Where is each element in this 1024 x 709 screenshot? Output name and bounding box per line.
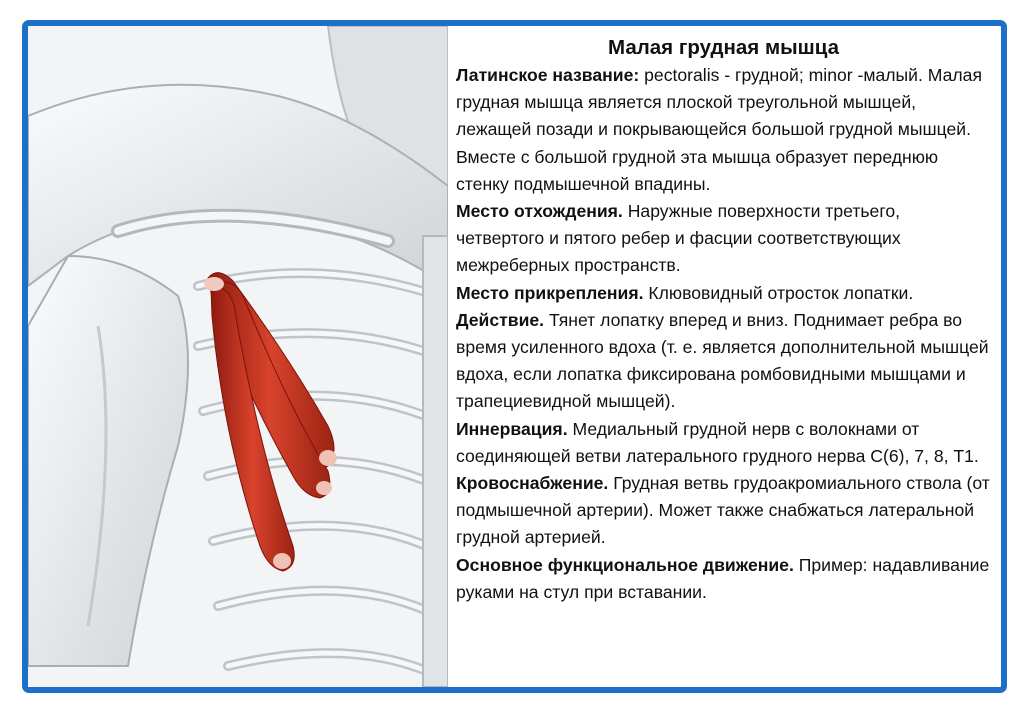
page-title: Малая грудная мышца bbox=[608, 36, 839, 59]
section-text: Грудная ветвь грудоакромиального ствола (от подмышечной артерии). Может также снабжаться латеральной грудной артерией. bbox=[456, 473, 990, 548]
section-text: pectoralis - грудной; minor -малый. Малая грудная мышца является плоской треугольной мышцей, лежащей позади и покрывающейся большой грудной мышцей. Вместе с большой грудной эта мышца образует переднюю стенку подмышечной впадины. bbox=[456, 65, 982, 194]
section-insertion bbox=[456, 280, 991, 307]
section-label: Действие. bbox=[456, 309, 545, 330]
section-blood-supply bbox=[456, 470, 991, 552]
section-label: Кровоснабжение. bbox=[456, 473, 609, 494]
section-origin bbox=[456, 198, 991, 280]
section-text: Пример: надавливание руками на стул при вставании. bbox=[456, 554, 990, 602]
slide-frame bbox=[22, 20, 1007, 693]
anatomy-illustration bbox=[28, 26, 448, 687]
section-latin-name bbox=[456, 62, 991, 198]
description-panel bbox=[456, 34, 991, 674]
section-innervation bbox=[456, 416, 991, 470]
section-label: Место прикрепления. bbox=[456, 282, 644, 303]
section-functional-movement bbox=[456, 552, 991, 606]
pectoralis-minor-icon bbox=[28, 26, 448, 687]
section-action bbox=[456, 307, 991, 416]
section-label: Место отхождения. bbox=[456, 201, 623, 222]
section-label: Латинское название: bbox=[456, 65, 640, 85]
section-text: Наружные поверхности третьего, четвертого и пятого ребер и фасции соответствующих межреберных пространств. bbox=[456, 201, 901, 276]
section-text: Клювовидный отросток лопатки. bbox=[643, 282, 914, 303]
section-text: Медиальный грудной нерв с волокнами от соединяющей ветви латерального грудного нерва С(6), 7, 8, Т1. bbox=[456, 418, 979, 466]
section-label: Иннервация. bbox=[456, 418, 568, 439]
section-text: Тянет лопатку вперед и вниз. Поднимает ребра во время усиленного вдоха (т. е. является дополнительной мышцей вдоха, если лопатка фиксирована ромбовидными мышцами и трапециевидной мышцей). bbox=[456, 309, 989, 412]
section-label: Основное функциональное движение. bbox=[456, 554, 794, 575]
